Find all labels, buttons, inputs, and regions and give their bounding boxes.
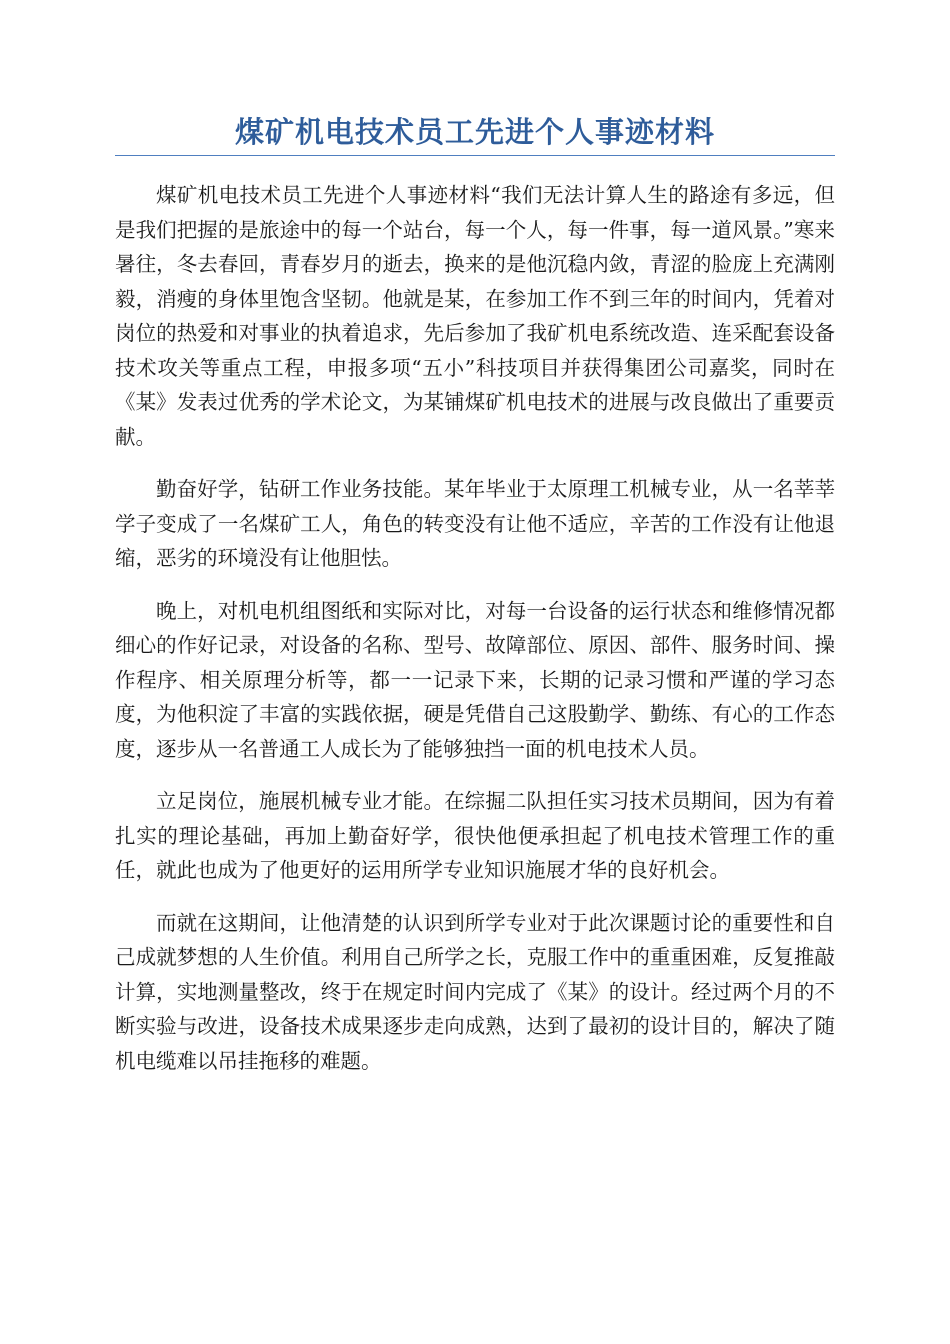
paragraph-1: 煤矿机电技术员工先进个人事迹材料“我们无法计算人生的路途有多远，但是我们把握的是旅途中的每一个站台，每一个人，每一件事，每一道风景。”寒来暑往，冬去春回，青春岁月的逝去，换来的是他沉稳内敛，青涩的脸庞上充满刚毅，消瘦的身体里饱含坚韧。他就是某，在参加工作不到三年的时间内，凭着对岗位的热爱和对事业的执着追求，先后参加了我矿机电系统改造、连采配套设备技术攻关等重点工程，申报多项“五小”科技项目并获得集团公司嘉奖，同时在《某》发表过优秀的学术论文，为某铺煤矿机电技术的进展与改良做出了重要贡献。 bbox=[115, 183, 835, 449]
paragraph-5: 而就在这期间，让他清楚的认识到所学专业对于此次课题讨论的重要性和自己成就梦想的人生价值。利用自己所学之长，克服工作中的重重困难，反复推敲计算，实地测量整改，终于在规定时间内完成了《某》的设计。经过两个月的不断实验与改进，设备技术成果逐步走向成熟，达到了最初的设计目的，解决了随机电缆难以吊挂拖移的难题。 bbox=[115, 910, 835, 1073]
document-title: 煤矿机电技术员工先进个人事迹材料 bbox=[234, 115, 715, 149]
paragraph-4: 立足岗位，施展机械专业才能。在综掘二队担任实习技术员期间，因为有着扎实的理论基础，再加上勤奋好学，很快他便承担起了机电技术管理工作的重任，就此也成为了他更好的运用所学专业知识施展才华的良好机会。 bbox=[115, 789, 835, 882]
paragraph-2: 勤奋好学，钻研工作业务技能。某年毕业于太原理工机械专业，从一名莘莘学子变成了一名煤矿工人，角色的转变没有让他不适应，辛苦的工作没有让他退缩，恶劣的环境没有让他胆怯。 bbox=[115, 477, 835, 570]
document-body bbox=[115, 178, 835, 1078]
title-underline bbox=[115, 155, 835, 156]
paragraph-3: 晚上，对机电机组图纸和实际对比，对每一台设备的运行状态和维修情况都细心的作好记录，对设备的名称、型号、故障部位、原因、部件、服务时间、操作程序、相关原理分析等，都一一记录下来，长期的记录习惯和严谨的学习态度，为他积淀了丰富的实践依据，硬是凭借自己这股勤学、勤练、有心的工作态度，逐步从一名普通工人成长为了能够独挡一面的机电技术人员。 bbox=[115, 598, 835, 761]
document-page bbox=[115, 0, 835, 1096]
